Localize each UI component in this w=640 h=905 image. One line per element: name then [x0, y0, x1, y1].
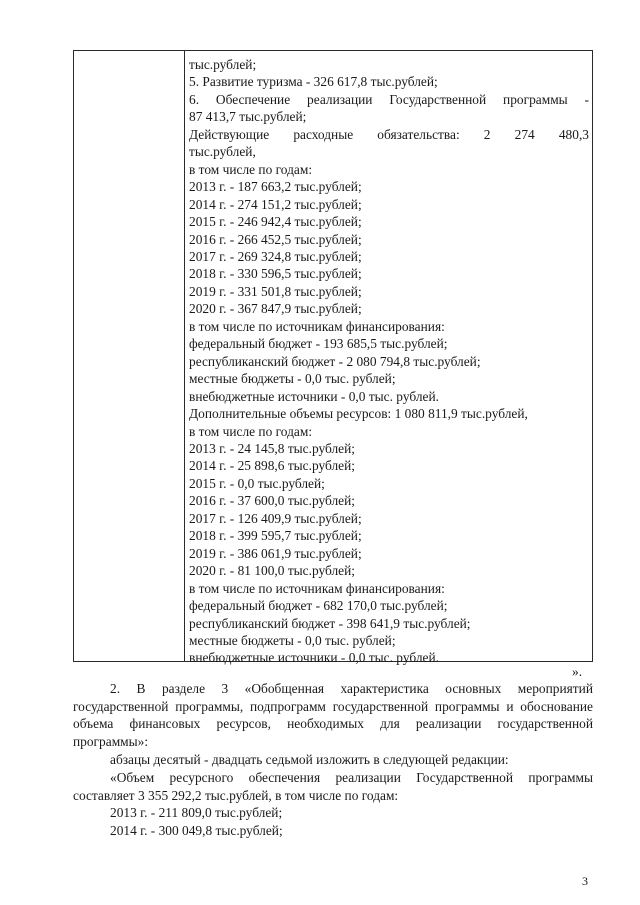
instruction-paragraph: абзацы десятый - двадцать седьмой изложить в следующей редакции: — [110, 752, 509, 767]
table-line: 2020 г. - 81 100,0 тыс.рублей; — [189, 563, 355, 579]
table-line: республиканский бюджет - 398 641,9 тыс.рублей; — [189, 615, 471, 631]
table-line: 2014 г. - 274 151,2 тыс.рублей; — [189, 196, 362, 212]
table-line: местные бюджеты - 0,0 тыс. рублей; — [189, 632, 396, 648]
table-line: 2016 г. - 37 600,0 тыс.рублей; — [189, 493, 355, 509]
table-line: республиканский бюджет - 2 080 794,8 тыс.рублей; — [189, 353, 481, 369]
resource-table — [73, 50, 593, 666]
table-line: в том числе по источникам финансирования: — [189, 580, 445, 596]
table-line: 2015 г. - 246 942,4 тыс.рублей; — [189, 214, 362, 230]
page-number: 3 — [582, 874, 588, 888]
table-line: федеральный бюджет - 682 170,0 тыс.рублей; — [189, 598, 448, 614]
table-line: 2018 г. - 399 595,7 тыс.рублей; — [189, 528, 362, 544]
table-line: 2016 г. - 266 452,5 тыс.рублей; — [189, 231, 362, 247]
table-line: Дополнительные объемы ресурсов: 1 080 811,9 тыс.рублей, — [189, 406, 528, 422]
table-line: в том числе по источникам финансирования: — [189, 318, 445, 334]
closing-quote: ». — [572, 664, 583, 679]
table-line: внебюджетные источники - 0,0 тыс. рублей. — [189, 650, 439, 666]
table-line: 2020 г. - 367 847,9 тыс.рублей; — [189, 301, 362, 317]
table-line: тыс.рублей, — [189, 144, 256, 160]
table-line: 2013 г. - 187 663,2 тыс.рублей; — [189, 179, 362, 195]
year-line: 2013 г. - 211 809,0 тыс.рублей; — [110, 805, 283, 820]
table-line: в том числе по годам: — [189, 161, 313, 177]
table-line: 6. Обеспечение реализации Государственной программы - — [189, 91, 589, 107]
year-line: 2014 г. - 300 049,8 тыс.рублей; — [110, 822, 283, 838]
table-line: в том числе по годам: — [189, 423, 313, 439]
table-line: 2013 г. - 24 145,8 тыс.рублей; — [189, 440, 355, 456]
resource-quote-paragraph: «Объем ресурсного обеспечения реализации Государственной программы составляет 3 355 292,2 тыс.рублей, в том числе по годам: — [73, 770, 593, 803]
table-line: внебюджетные источники - 0,0 тыс. рублей. — [189, 388, 439, 404]
table-column-divider — [184, 51, 185, 661]
table-line: 2018 г. - 330 596,5 тыс.рублей; — [189, 266, 362, 282]
section-paragraph: 2. В разделе 3 «Обобщенная характеристика основных мероприятий государственной программы, подпрограмм государственной программы и обоснование объема финансовых ресурсов, необходимых для реализации государственной программы»: — [73, 681, 593, 749]
table-line: тыс.рублей; — [189, 57, 257, 72]
table-line: 2019 г. - 386 061,9 тыс.рублей; — [189, 545, 362, 561]
table-line: 2014 г. - 25 898,6 тыс.рублей; — [189, 458, 355, 474]
table-line: 5. Развитие туризма - 326 617,8 тыс.рублей; — [189, 74, 438, 90]
year-list — [73, 804, 593, 839]
table-line: 2015 г. - 0,0 тыс.рублей; — [189, 475, 325, 491]
table-line: 2017 г. - 269 324,8 тыс.рублей; — [189, 248, 362, 264]
table-line: федеральный бюджет - 193 685,5 тыс.рублей; — [189, 336, 448, 352]
table-line: 2017 г. - 126 409,9 тыс.рублей; — [189, 510, 362, 526]
table-line: 87 413,7 тыс.рублей; — [189, 109, 307, 125]
table-line: Действующие расходные обязательства: 2 274 480,3 — [189, 126, 589, 142]
table-line: местные бюджеты - 0,0 тыс. рублей; — [189, 371, 396, 387]
table-cell-content — [189, 56, 589, 667]
table-line: 2019 г. - 331 501,8 тыс.рублей; — [189, 283, 362, 299]
